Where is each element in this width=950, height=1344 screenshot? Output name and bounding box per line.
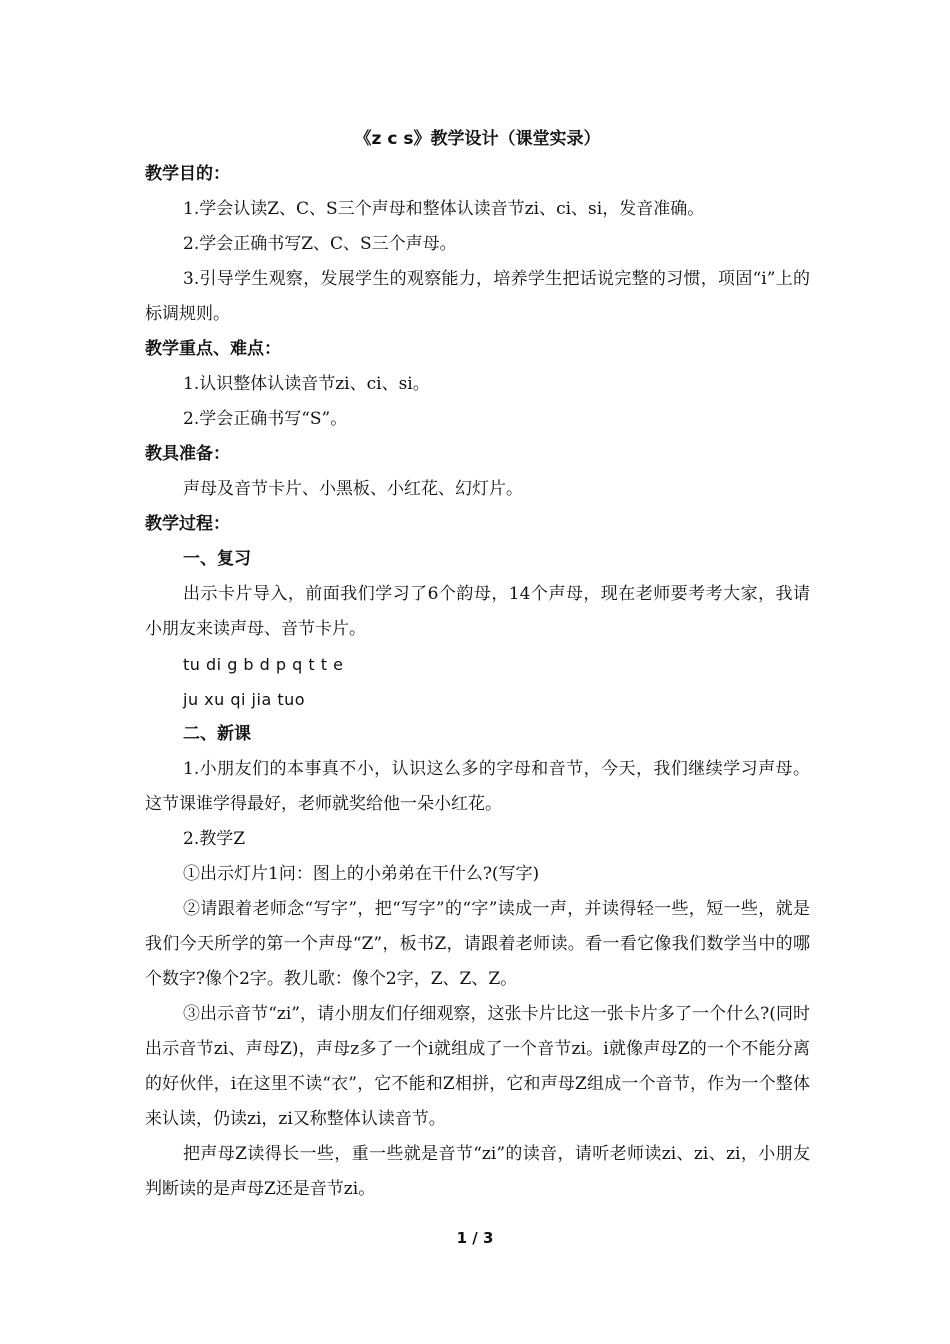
pinyin-line-1: tu di g b d p q t t e	[183, 655, 344, 674]
process-heading: 教学过程：	[145, 514, 230, 534]
document-title: 《z c s》教学设计（课堂实录）	[354, 129, 601, 149]
key-points-heading: 教学重点、难点：	[145, 339, 281, 359]
goal-item-3: 3.引导学生观察，发展学生的观察能力，培养学生把话说完整的习惯，项固“i”上的标调规则。	[145, 269, 810, 324]
new-lesson-paragraph-3: ①出示灯片1问：图上的小弟弟在干什么?(写字)	[183, 864, 540, 884]
pinyin-line-2: ju xu qi jia tuo	[183, 690, 306, 709]
new-lesson-paragraph-6: 把声母Z读得长一些，重一些就是音节“zi”的读音，请听老师读zi、zi、zi，小朋友判断读的是声母Z还是音节zi。	[145, 1144, 810, 1199]
new-lesson-heading: 二、新课	[183, 724, 251, 744]
review-text: 出示卡片导入，前面我们学习了6个韵母，14个声母，现在老师要考考大家，我请小朋友来读声母、音节卡片。	[145, 584, 810, 639]
page-number: 1 / 3	[456, 1229, 494, 1247]
new-lesson-paragraph-1: 1.小朋友们的本事真不小，认识这么多的字母和音节，今天，我们继续学习声母。这节课谁学得最好，老师就奖给他一朵小红花。	[145, 759, 810, 814]
goal-item-2: 2.学会正确书写Z、C、S三个声母。	[183, 234, 457, 254]
tools-heading: 教具准备：	[145, 444, 230, 464]
new-lesson-paragraph-2: 2.教学Z	[183, 829, 246, 849]
goals-heading: 教学目的：	[145, 164, 230, 184]
document-body	[145, 124, 810, 1207]
new-lesson-paragraph-5: ③出示音节“zi”，请小朋友们仔细观察，这张卡片比这一张卡片多了一个什么?(同时出示音节zi、声母Z)，声母z多了一个i就组成了一个音节zi。i就像声母Z的一个不能分离的好伙伴，i在这里不读“衣”，它不能和Z相拼，它和声母Z组成一个音节，作为一个整体来认读，仍读zi，zi又称整体认读音节。	[145, 1004, 810, 1129]
key-point-2: 2.学会正确书写“S”。	[183, 409, 348, 429]
new-lesson-paragraph-4: ②请跟着老师念“写字”，把“写字”的“字”读成一声，并读得轻一些，短一些，就是我们今天所学的第一个声母“Z”，板书Z，请跟着老师读。看一看它像我们数学当中的哪个数字?像个2字。教儿歌：像个2字，Z、Z、Z。	[145, 899, 810, 989]
goal-item-1: 1.学会认读Z、C、S三个声母和整体认读音节zi、ci、si，发音准确。	[183, 199, 705, 219]
review-heading: 一、复习	[183, 549, 251, 569]
tools-text: 声母及音节卡片、小黑板、小红花、幻灯片。	[183, 479, 523, 499]
key-point-1: 1.认识整体认读音节zi、ci、si。	[183, 374, 430, 394]
